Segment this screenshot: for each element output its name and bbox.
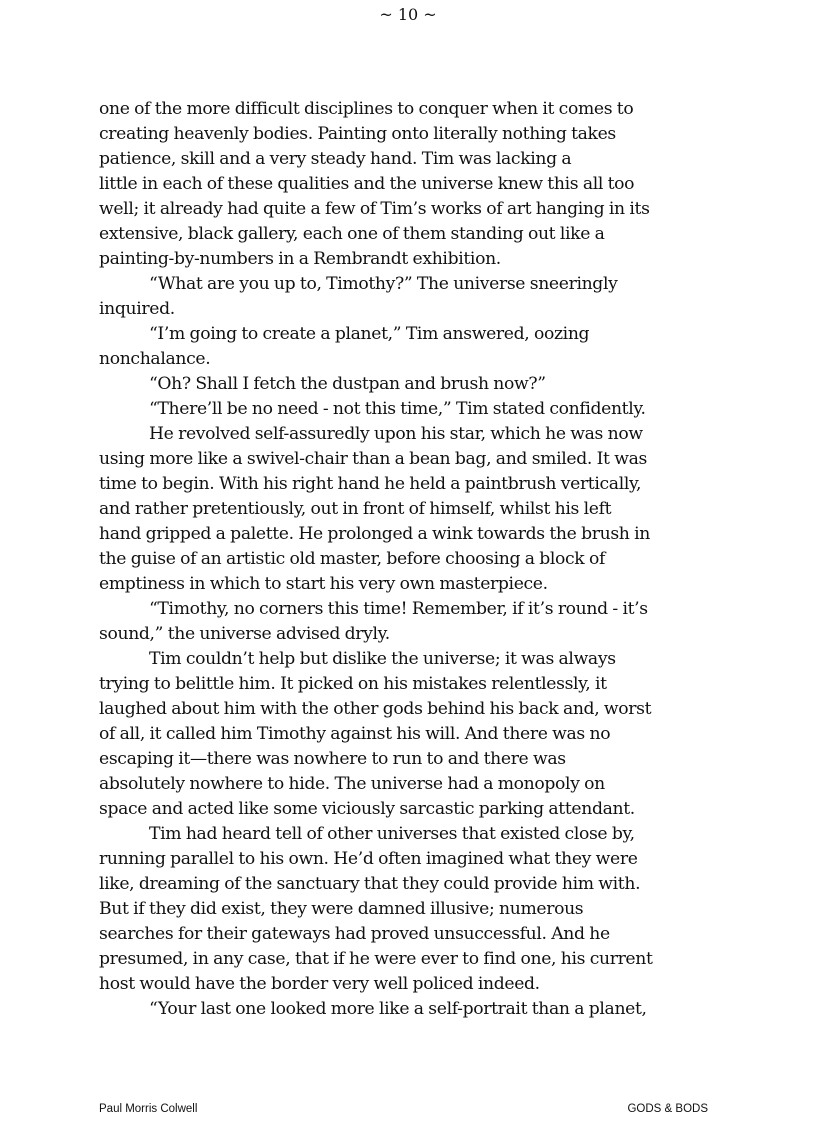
text-line: extensive, black gallery, each one of them standing out like a — [99, 224, 605, 244]
text-line: trying to belittle him. It picked on his mistakes relentlessly, it — [99, 674, 607, 694]
text-line: “Your last one looked more like a self-portrait than a planet, — [149, 999, 647, 1019]
text-line: “Timothy, no corners this time! Remember, if it’s round - it’s — [149, 599, 648, 619]
text-line: one of the more difficult disciplines to conquer when it comes to — [99, 99, 634, 119]
text-line: absolutely nowhere to hide. The universe had a monopoly on — [99, 774, 605, 794]
text-line: host would have the border very well policed indeed. — [99, 974, 540, 994]
text-line: well; it already had quite a few of Tim’s works of art hanging in its — [99, 199, 650, 219]
text-line: But if they did exist, they were damned illusive; numerous — [99, 899, 584, 919]
text-line: hand gripped a palette. He prolonged a wink towards the brush in — [99, 524, 650, 544]
text-line: emptiness in which to start his very own masterpiece. — [99, 574, 548, 594]
text-line: Tim had heard tell of other universes that existed close by, — [149, 824, 635, 844]
text-line: searches for their gateways had proved unsuccessful. And he — [99, 924, 610, 944]
text-line: Tim couldn’t help but dislike the universe; it was always — [149, 649, 616, 669]
text-line: inquired. — [99, 299, 175, 319]
text-line: creating heavenly bodies. Painting onto literally nothing takes — [99, 124, 616, 144]
text-line: patience, skill and a very steady hand. Tim was lacking a — [99, 149, 572, 169]
text-line: time to begin. With his right hand he held a paintbrush vertically, — [99, 474, 642, 494]
text-line: “Oh? Shall I fetch the dustpan and brush now?” — [149, 374, 546, 394]
text-line: “I’m going to create a planet,” Tim answered, oozing — [149, 324, 590, 344]
text-line: using more like a swivel-chair than a bean bag, and smiled. It was — [99, 449, 647, 469]
text-line: like, dreaming of the sanctuary that they could provide him with. — [99, 874, 641, 894]
text-line: sound,” the universe advised dryly. — [99, 624, 390, 644]
text-line: escaping it—there was nowhere to run to and there was — [99, 749, 566, 769]
text-line: presumed, in any case, that if he were ever to find one, his current — [99, 949, 653, 969]
text-line: of all, it called him Timothy against his will. And there was no — [99, 724, 611, 744]
text-line: running parallel to his own. He’d often imagined what they were — [99, 849, 638, 869]
text-line: “What are you up to, Timothy?” The universe sneeringly — [149, 274, 618, 294]
text-line: space and acted like some viciously sarcastic parking attendant. — [99, 799, 635, 819]
text-line: little in each of these qualities and the universe knew this all too — [99, 174, 635, 194]
text-line: painting-by-numbers in a Rembrandt exhibition. — [99, 249, 501, 269]
body-text — [99, 97, 739, 1022]
footer-book-title: GODS & BODS — [627, 1103, 708, 1115]
footer-author: Paul Morris Colwell — [99, 1103, 198, 1115]
text-line: the guise of an artistic old master, before choosing a block of — [99, 549, 605, 569]
text-line: “There’ll be no need - not this time,” Tim stated confidently. — [149, 399, 646, 419]
text-line: laughed about him with the other gods behind his back and, worst — [99, 699, 652, 719]
text-line: nonchalance. — [99, 349, 211, 369]
text-line: and rather pretentiously, out in front of himself, whilst his left — [99, 499, 612, 519]
page-number: ~ 10 ~ — [379, 5, 437, 24]
text-line: He revolved self-assuredly upon his star, which he was now — [149, 424, 643, 444]
